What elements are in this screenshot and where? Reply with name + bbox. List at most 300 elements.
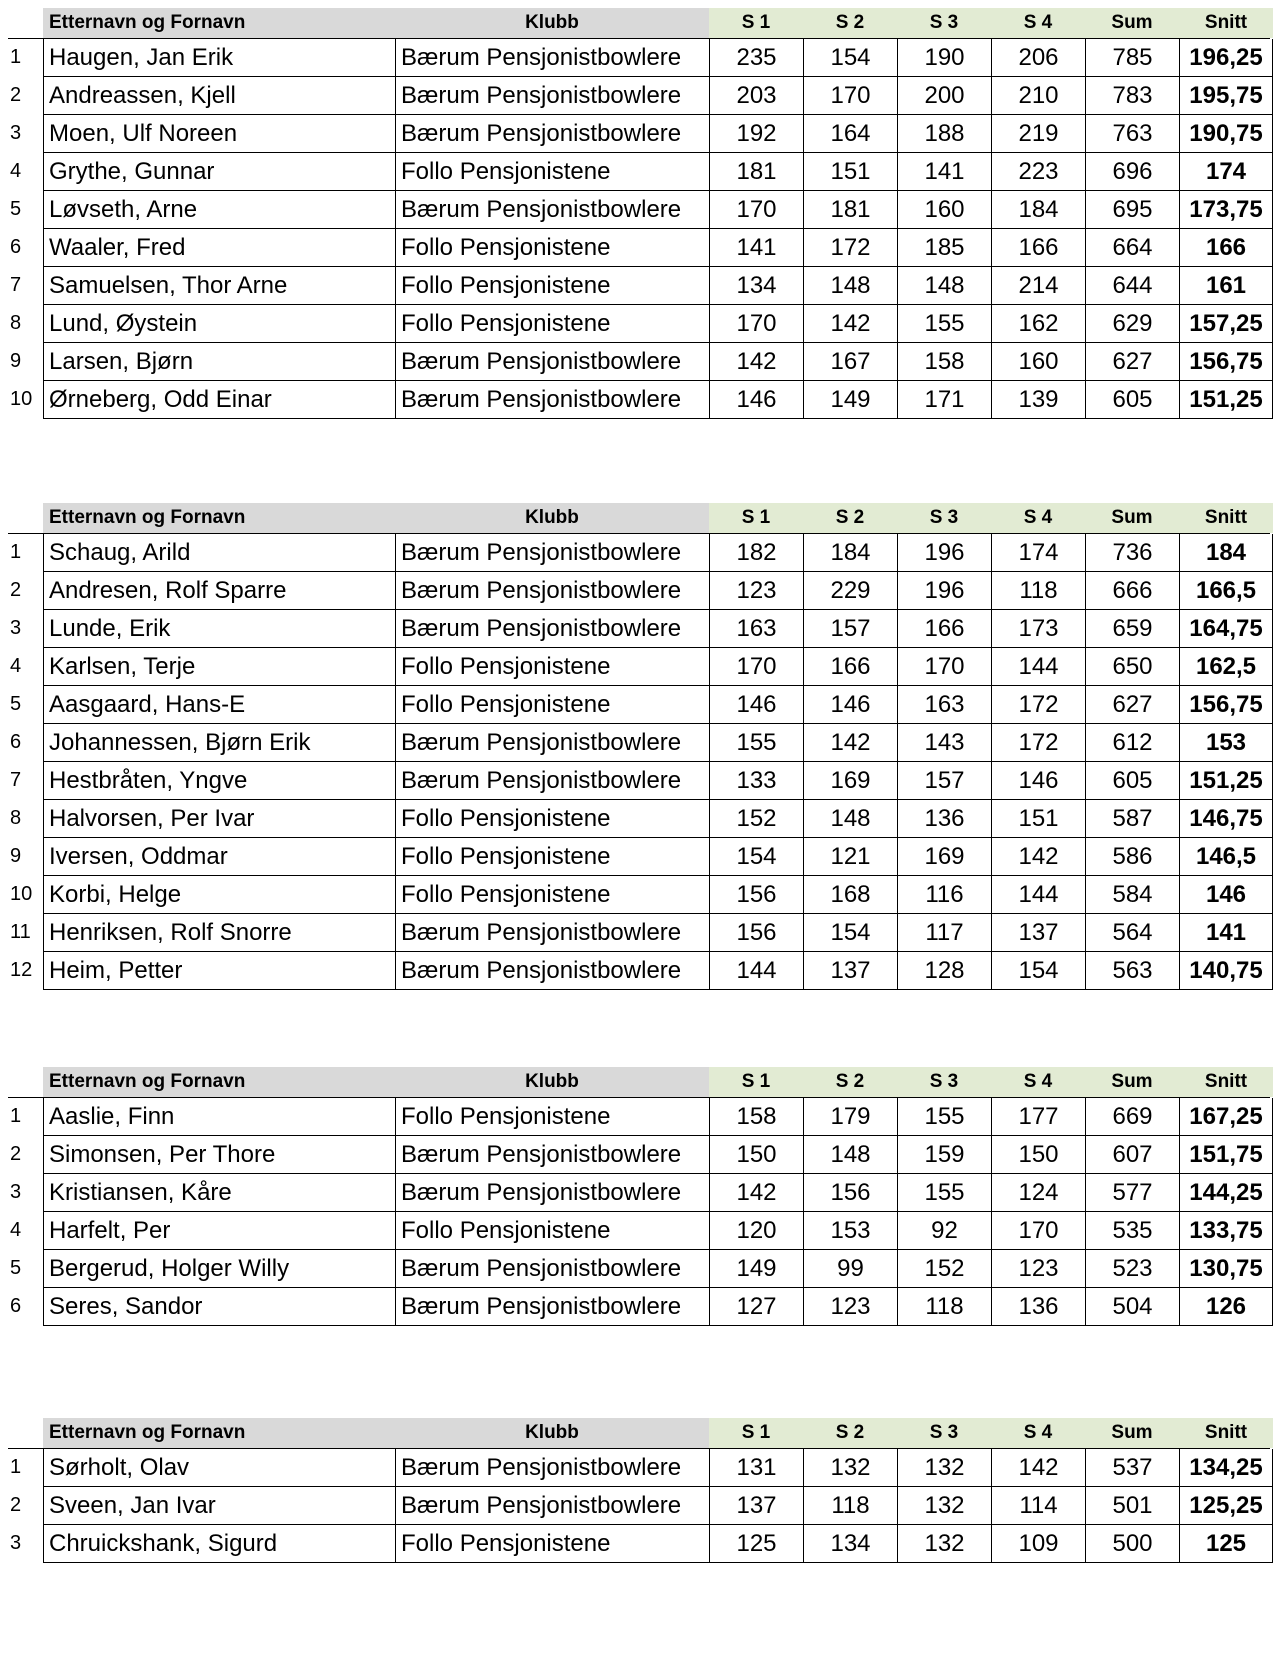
table-row	[8, 381, 1270, 419]
score-snitt: 184	[1179, 534, 1273, 572]
score-s3: 132	[897, 1449, 991, 1487]
score-sum: 664	[1085, 229, 1179, 267]
header-snitt: Snitt	[1179, 1418, 1273, 1448]
player-name: Andreassen, Kjell	[43, 77, 395, 115]
score-s4: 173	[991, 610, 1085, 648]
score-snitt: 141	[1179, 914, 1273, 952]
score-s3: 152	[897, 1250, 991, 1288]
score-s3: 196	[897, 572, 991, 610]
rank-number: 3	[10, 122, 22, 144]
score-snitt: 196,25	[1179, 39, 1273, 77]
club-name: Bærum Pensjonistbowlere	[395, 914, 709, 952]
score-s1: 152	[709, 800, 803, 838]
score-s4: 144	[991, 876, 1085, 914]
player-name: Samuelsen, Thor Arne	[43, 267, 395, 305]
score-s2: 157	[803, 610, 897, 648]
score-s1: 133	[709, 762, 803, 800]
table-row	[8, 1174, 1270, 1212]
header-s2: S 2	[803, 8, 897, 38]
rank-number: 9	[10, 350, 22, 372]
score-s1: 156	[709, 876, 803, 914]
rank-number: 4	[10, 1219, 22, 1241]
score-s2: 132	[803, 1449, 897, 1487]
score-snitt: 173,75	[1179, 191, 1273, 229]
score-s2: 151	[803, 153, 897, 191]
club-name: Bærum Pensjonistbowlere	[395, 1487, 709, 1525]
table-body	[8, 38, 1270, 419]
score-sum: 629	[1085, 305, 1179, 343]
table-row	[8, 534, 1270, 572]
club-name: Bærum Pensjonistbowlere	[395, 724, 709, 762]
score-s3: 188	[897, 115, 991, 153]
rank-number: 7	[10, 274, 22, 296]
score-s1: 203	[709, 77, 803, 115]
club-name: Bærum Pensjonistbowlere	[395, 343, 709, 381]
player-name: Bergerud, Holger Willy	[43, 1250, 395, 1288]
table-row	[8, 762, 1270, 800]
score-s2: 184	[803, 534, 897, 572]
player-name: Karlsen, Terje	[43, 648, 395, 686]
score-sum: 535	[1085, 1212, 1179, 1250]
player-name: Andresen, Rolf Sparre	[43, 572, 395, 610]
rank-number: 9	[10, 845, 22, 867]
score-s2: 164	[803, 115, 897, 153]
club-name: Follo Pensjonistene	[395, 1098, 709, 1136]
score-sum: 587	[1085, 800, 1179, 838]
score-s1: 141	[709, 229, 803, 267]
player-name: Lund, Øystein	[43, 305, 395, 343]
player-name: Iversen, Oddmar	[43, 838, 395, 876]
header-snitt: Snitt	[1179, 503, 1273, 533]
score-s4: 210	[991, 77, 1085, 115]
rank-number: 1	[10, 1105, 22, 1127]
score-s1: 163	[709, 610, 803, 648]
table-row	[8, 343, 1270, 381]
rank-number: 5	[10, 198, 22, 220]
score-snitt: 166	[1179, 229, 1273, 267]
score-s2: 142	[803, 724, 897, 762]
score-snitt: 146	[1179, 876, 1273, 914]
score-s3: 132	[897, 1487, 991, 1525]
club-name: Follo Pensjonistene	[395, 838, 709, 876]
score-snitt: 151,25	[1179, 381, 1273, 419]
score-s4: 142	[991, 838, 1085, 876]
rank-number: 5	[10, 1257, 22, 1279]
score-s2: 229	[803, 572, 897, 610]
score-s4: 123	[991, 1250, 1085, 1288]
rank-number: 8	[10, 807, 22, 829]
rank-number: 3	[10, 617, 22, 639]
player-name: Moen, Ulf Noreen	[43, 115, 395, 153]
score-s4: 172	[991, 724, 1085, 762]
club-name: Bærum Pensjonistbowlere	[395, 115, 709, 153]
club-name: Follo Pensjonistene	[395, 153, 709, 191]
header-s3: S 3	[897, 1067, 991, 1097]
score-s3: 141	[897, 153, 991, 191]
rank-number: 4	[10, 160, 22, 182]
table-row	[8, 648, 1270, 686]
rank-number: 2	[10, 579, 22, 601]
table-row	[8, 229, 1270, 267]
score-s3: 163	[897, 686, 991, 724]
header-s3: S 3	[897, 1418, 991, 1448]
score-sum: 659	[1085, 610, 1179, 648]
table-row	[8, 115, 1270, 153]
score-snitt: 146,75	[1179, 800, 1273, 838]
table-row	[8, 1212, 1270, 1250]
score-s1: 146	[709, 686, 803, 724]
score-sum: 605	[1085, 762, 1179, 800]
score-snitt: 166,5	[1179, 572, 1273, 610]
header-club: Klubb	[395, 1418, 709, 1448]
results-table	[8, 1067, 1270, 1326]
table-row	[8, 191, 1270, 229]
score-snitt: 164,75	[1179, 610, 1273, 648]
score-s4: 206	[991, 39, 1085, 77]
score-snitt: 153	[1179, 724, 1273, 762]
score-sum: 669	[1085, 1098, 1179, 1136]
score-s3: 118	[897, 1288, 991, 1326]
score-s4: 177	[991, 1098, 1085, 1136]
score-s2: 121	[803, 838, 897, 876]
table-row	[8, 1250, 1270, 1288]
score-sum: 537	[1085, 1449, 1179, 1487]
score-s4: 166	[991, 229, 1085, 267]
score-s3: 160	[897, 191, 991, 229]
score-s1: 142	[709, 1174, 803, 1212]
score-snitt: 126	[1179, 1288, 1273, 1326]
header-s4: S 4	[991, 1418, 1085, 1448]
score-s2: 142	[803, 305, 897, 343]
player-name: Hestbråten, Yngve	[43, 762, 395, 800]
score-s3: 155	[897, 1098, 991, 1136]
header-s2: S 2	[803, 1418, 897, 1448]
rank-number: 10	[10, 883, 33, 905]
club-name: Bærum Pensjonistbowlere	[395, 77, 709, 115]
score-snitt: 161	[1179, 267, 1273, 305]
rank-number: 7	[10, 769, 22, 791]
score-s3: 128	[897, 952, 991, 990]
score-s4: 162	[991, 305, 1085, 343]
rank-number: 6	[10, 731, 22, 753]
player-name: Haugen, Jan Erik	[43, 39, 395, 77]
club-name: Bærum Pensjonistbowlere	[395, 39, 709, 77]
table-row	[8, 1449, 1270, 1487]
rank-number: 1	[10, 1456, 22, 1478]
score-sum: 627	[1085, 686, 1179, 724]
header-s4: S 4	[991, 503, 1085, 533]
header-club: Klubb	[395, 503, 709, 533]
score-s1: 182	[709, 534, 803, 572]
score-s4: 142	[991, 1449, 1085, 1487]
score-sum: 586	[1085, 838, 1179, 876]
score-snitt: 140,75	[1179, 952, 1273, 990]
score-sum: 605	[1085, 381, 1179, 419]
score-s2: 148	[803, 1136, 897, 1174]
score-s3: 196	[897, 534, 991, 572]
header-club: Klubb	[395, 8, 709, 38]
table-body	[8, 533, 1270, 990]
club-name: Follo Pensjonistene	[395, 305, 709, 343]
results-table	[8, 503, 1270, 990]
score-s2: 154	[803, 914, 897, 952]
score-s2: 118	[803, 1487, 897, 1525]
player-name: Seres, Sandor	[43, 1288, 395, 1326]
table-row	[8, 1136, 1270, 1174]
score-sum: 627	[1085, 343, 1179, 381]
score-s1: 149	[709, 1250, 803, 1288]
score-s4: 150	[991, 1136, 1085, 1174]
player-name: Løvseth, Arne	[43, 191, 395, 229]
score-s2: 146	[803, 686, 897, 724]
score-s4: 174	[991, 534, 1085, 572]
score-s1: 170	[709, 648, 803, 686]
score-s2: 99	[803, 1250, 897, 1288]
score-sum: 650	[1085, 648, 1179, 686]
score-sum: 584	[1085, 876, 1179, 914]
player-name: Henriksen, Rolf Snorre	[43, 914, 395, 952]
player-name: Johannessen, Bjørn Erik	[43, 724, 395, 762]
table-row	[8, 686, 1270, 724]
header-name: Etternavn og Fornavn	[43, 503, 395, 533]
header-sum: Sum	[1085, 8, 1179, 38]
score-sum: 577	[1085, 1174, 1179, 1212]
score-sum: 695	[1085, 191, 1179, 229]
score-s4: 124	[991, 1174, 1085, 1212]
score-s1: 131	[709, 1449, 803, 1487]
player-name: Kristiansen, Kåre	[43, 1174, 395, 1212]
player-name: Halvorsen, Per Ivar	[43, 800, 395, 838]
score-s3: 170	[897, 648, 991, 686]
rank-number: 2	[10, 1143, 22, 1165]
rank-number: 8	[10, 312, 22, 334]
club-name: Bærum Pensjonistbowlere	[395, 1174, 709, 1212]
score-snitt: 134,25	[1179, 1449, 1273, 1487]
club-name: Follo Pensjonistene	[395, 267, 709, 305]
score-s2: 123	[803, 1288, 897, 1326]
score-s4: 214	[991, 267, 1085, 305]
score-s4: 137	[991, 914, 1085, 952]
header-name: Etternavn og Fornavn	[43, 1067, 395, 1097]
score-s1: 154	[709, 838, 803, 876]
score-s1: 235	[709, 39, 803, 77]
rank-number: 3	[10, 1181, 22, 1203]
player-name: Aasgaard, Hans-E	[43, 686, 395, 724]
score-s1: 127	[709, 1288, 803, 1326]
rank-number: 2	[10, 1494, 22, 1516]
score-s2: 169	[803, 762, 897, 800]
player-name: Lunde, Erik	[43, 610, 395, 648]
header-s1: S 1	[709, 1067, 803, 1097]
table-body	[8, 1448, 1270, 1563]
table-row	[8, 876, 1270, 914]
rank-number: 5	[10, 693, 22, 715]
table-row	[8, 305, 1270, 343]
player-name: Korbi, Helge	[43, 876, 395, 914]
rank-number: 1	[10, 46, 22, 68]
score-s1: 170	[709, 191, 803, 229]
table-row	[8, 77, 1270, 115]
table-row	[8, 267, 1270, 305]
score-s3: 158	[897, 343, 991, 381]
club-name: Bærum Pensjonistbowlere	[395, 610, 709, 648]
score-s2: 134	[803, 1525, 897, 1563]
rank-number: 12	[10, 959, 33, 981]
player-name: Chruickshank, Sigurd	[43, 1525, 395, 1563]
table-row	[8, 724, 1270, 762]
score-snitt: 151,25	[1179, 762, 1273, 800]
score-s1: 134	[709, 267, 803, 305]
club-name: Follo Pensjonistene	[395, 648, 709, 686]
score-snitt: 190,75	[1179, 115, 1273, 153]
score-s3: 92	[897, 1212, 991, 1250]
club-name: Follo Pensjonistene	[395, 1525, 709, 1563]
header-sum: Sum	[1085, 1067, 1179, 1097]
score-s4: 172	[991, 686, 1085, 724]
score-s1: 155	[709, 724, 803, 762]
player-name: Simonsen, Per Thore	[43, 1136, 395, 1174]
score-s1: 137	[709, 1487, 803, 1525]
score-snitt: 130,75	[1179, 1250, 1273, 1288]
score-sum: 563	[1085, 952, 1179, 990]
score-snitt: 151,75	[1179, 1136, 1273, 1174]
results-table	[8, 1418, 1270, 1563]
player-name: Ørneberg, Odd Einar	[43, 381, 395, 419]
score-s3: 155	[897, 1174, 991, 1212]
score-s2: 156	[803, 1174, 897, 1212]
score-s4: 160	[991, 343, 1085, 381]
score-sum: 564	[1085, 914, 1179, 952]
score-s2: 167	[803, 343, 897, 381]
club-name: Follo Pensjonistene	[395, 876, 709, 914]
score-s2: 149	[803, 381, 897, 419]
score-sum: 644	[1085, 267, 1179, 305]
header-rank-spacer	[8, 1067, 43, 1097]
table-row	[8, 914, 1270, 952]
score-s1: 123	[709, 572, 803, 610]
score-s2: 179	[803, 1098, 897, 1136]
table-header	[8, 503, 1270, 533]
header-s3: S 3	[897, 503, 991, 533]
score-s1: 125	[709, 1525, 803, 1563]
club-name: Bærum Pensjonistbowlere	[395, 191, 709, 229]
score-s1: 156	[709, 914, 803, 952]
score-s2: 170	[803, 77, 897, 115]
score-s3: 148	[897, 267, 991, 305]
header-s1: S 1	[709, 1418, 803, 1448]
score-s3: 116	[897, 876, 991, 914]
table-row	[8, 952, 1270, 990]
score-s3: 117	[897, 914, 991, 952]
score-s3: 169	[897, 838, 991, 876]
score-s2: 168	[803, 876, 897, 914]
score-snitt: 133,75	[1179, 1212, 1273, 1250]
table-row	[8, 1288, 1270, 1326]
score-s4: 223	[991, 153, 1085, 191]
score-s3: 157	[897, 762, 991, 800]
club-name: Bærum Pensjonistbowlere	[395, 1449, 709, 1487]
score-s1: 146	[709, 381, 803, 419]
player-name: Sveen, Jan Ivar	[43, 1487, 395, 1525]
score-s4: 219	[991, 115, 1085, 153]
score-snitt: 195,75	[1179, 77, 1273, 115]
score-s2: 181	[803, 191, 897, 229]
player-name: Grythe, Gunnar	[43, 153, 395, 191]
score-s2: 137	[803, 952, 897, 990]
score-sum: 783	[1085, 77, 1179, 115]
score-s1: 158	[709, 1098, 803, 1136]
score-s3: 159	[897, 1136, 991, 1174]
score-sum: 523	[1085, 1250, 1179, 1288]
score-s3: 132	[897, 1525, 991, 1563]
club-name: Follo Pensjonistene	[395, 800, 709, 838]
score-sum: 504	[1085, 1288, 1179, 1326]
header-s3: S 3	[897, 8, 991, 38]
header-rank-spacer	[8, 1418, 43, 1448]
table-row	[8, 610, 1270, 648]
score-snitt: 125,25	[1179, 1487, 1273, 1525]
club-name: Bærum Pensjonistbowlere	[395, 1136, 709, 1174]
table-row	[8, 1525, 1270, 1563]
header-s4: S 4	[991, 8, 1085, 38]
header-s1: S 1	[709, 503, 803, 533]
player-name: Larsen, Bjørn	[43, 343, 395, 381]
score-s1: 192	[709, 115, 803, 153]
score-snitt: 157,25	[1179, 305, 1273, 343]
player-name: Heim, Petter	[43, 952, 395, 990]
score-sum: 763	[1085, 115, 1179, 153]
rank-number: 10	[10, 388, 33, 410]
header-rank-spacer	[8, 503, 43, 533]
player-name: Sørholt, Olav	[43, 1449, 395, 1487]
header-sum: Sum	[1085, 503, 1179, 533]
score-s2: 166	[803, 648, 897, 686]
header-s4: S 4	[991, 1067, 1085, 1097]
score-snitt: 156,75	[1179, 686, 1273, 724]
table-row	[8, 838, 1270, 876]
club-name: Follo Pensjonistene	[395, 1212, 709, 1250]
club-name: Bærum Pensjonistbowlere	[395, 534, 709, 572]
score-sum: 736	[1085, 534, 1179, 572]
score-s3: 200	[897, 77, 991, 115]
club-name: Bærum Pensjonistbowlere	[395, 1288, 709, 1326]
score-s1: 144	[709, 952, 803, 990]
score-snitt: 144,25	[1179, 1174, 1273, 1212]
header-sum: Sum	[1085, 1418, 1179, 1448]
table-row	[8, 153, 1270, 191]
score-s3: 190	[897, 39, 991, 77]
score-s4: 136	[991, 1288, 1085, 1326]
rank-number: 4	[10, 655, 22, 677]
rank-number: 3	[10, 1532, 22, 1554]
header-s2: S 2	[803, 503, 897, 533]
score-s2: 154	[803, 39, 897, 77]
table-row	[8, 572, 1270, 610]
score-s2: 148	[803, 800, 897, 838]
club-name: Bærum Pensjonistbowlere	[395, 572, 709, 610]
score-s3: 155	[897, 305, 991, 343]
score-s3: 136	[897, 800, 991, 838]
table-body	[8, 1097, 1270, 1326]
score-s4: 184	[991, 191, 1085, 229]
score-s2: 153	[803, 1212, 897, 1250]
score-s1: 120	[709, 1212, 803, 1250]
rank-number: 6	[10, 1295, 22, 1317]
header-club: Klubb	[395, 1067, 709, 1097]
score-s1: 181	[709, 153, 803, 191]
club-name: Bærum Pensjonistbowlere	[395, 381, 709, 419]
score-snitt: 162,5	[1179, 648, 1273, 686]
